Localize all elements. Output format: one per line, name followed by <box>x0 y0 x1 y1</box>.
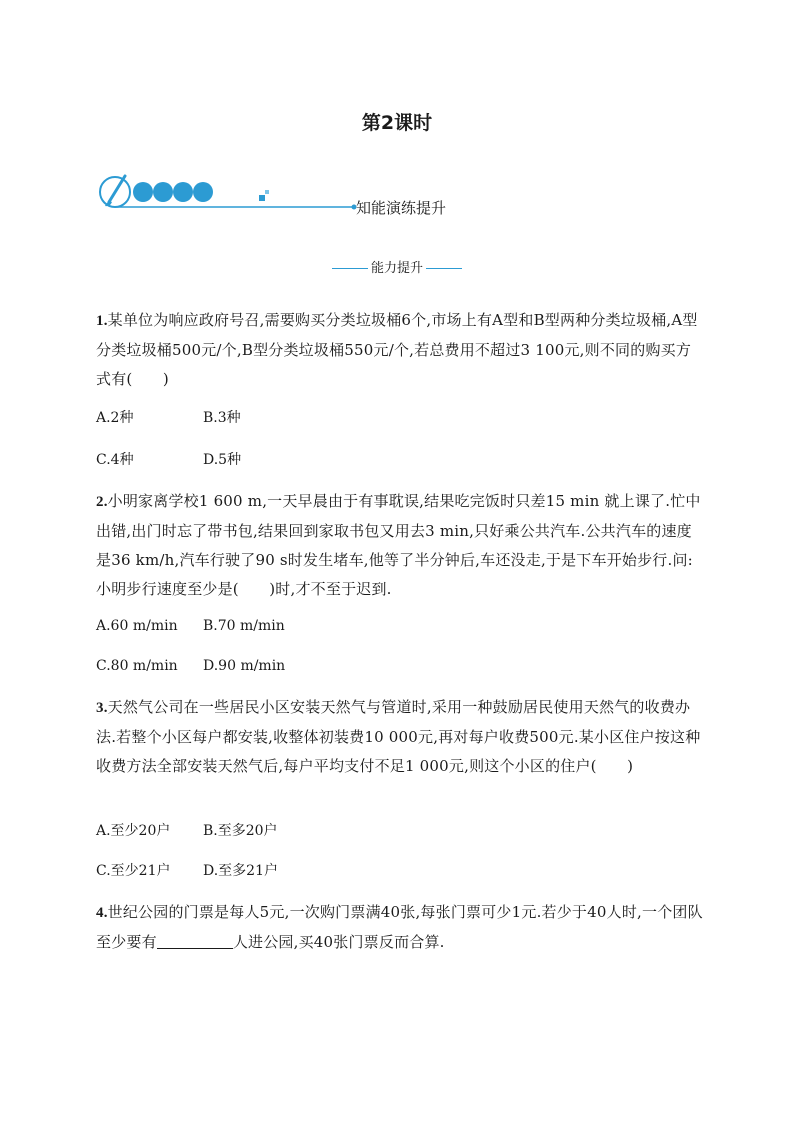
question-2: 2.小明家离学校1 600 m,一天早晨由于有事耽误,结果吃完饭时只差15 min 就上课了.忙中出错,出门时忘了带书包,结果回到家取书包又用去3 min,只好乘公共汽车.公共汽车的速度是36 km/h,汽车行驶了90 s时发生堵车,他等了半分钟后,车还没走,于是下车开始步行.问:小明步行速度至少是( )时,才不至于迟到. <box>96 492 701 598</box>
option: C.80 m/min <box>96 658 178 674</box>
decor-dot-icon <box>153 182 173 202</box>
banner-label: 知能演练提升 <box>356 199 447 217</box>
option: C.至少21户 <box>96 863 171 879</box>
option: D.5种 <box>203 452 242 468</box>
question-3-options-row-1 <box>96 821 278 841</box>
page-title: 第2课时 <box>361 112 433 134</box>
question-4: 4.世纪公园的门票是每人5元,一次购门票满40张,每张门票可少1元.若少于40人时,一个团队至少要有 人进公园,买40张门票反而合算. <box>96 903 703 951</box>
question-3: 3.天然气公司在一些居民小区安装天然气与管道时,采用一种鼓励居民使用天然气的收费办法.若整个小区每户都安装,收整体初装费10 000元,再对每户收费500元.某小区住户按这种收费方法全部安装天然气后,每户平均支付不足1 000元,则这个小区的住户( ) <box>96 698 701 775</box>
option: A.2种 <box>96 410 134 426</box>
decor-dot-icon <box>173 182 193 202</box>
option: A.至少20户 <box>96 823 171 839</box>
decor-dot-icon <box>193 182 213 202</box>
option: B.3种 <box>203 410 241 426</box>
option: D.90 m/min <box>203 658 286 674</box>
option: D.至多21户 <box>203 863 278 879</box>
section-heading <box>0 257 794 276</box>
square-icon <box>259 195 265 201</box>
answer-blank[interactable] <box>157 932 233 949</box>
question-1: 1.某单位为响应政府号召,需要购买分类垃圾桶6个,市场上有A型和B型两种分类垃圾桶,A型分类垃圾桶500元/个,B型分类垃圾桶550元/个,若总费用不超过3 100元,则不同的购买方式有( ) <box>96 311 698 388</box>
option: B.70 m/min <box>203 618 285 634</box>
question-1-options-row-2 <box>96 450 241 470</box>
question-1-options-row-1 <box>96 408 241 428</box>
option: A.60 m/min <box>96 618 178 634</box>
option: C.4种 <box>96 452 134 468</box>
question-2-options-row-2 <box>96 656 285 676</box>
option: B.至多20户 <box>203 823 278 839</box>
question-3-options-row-2 <box>96 861 278 881</box>
question-2-options-row-1 <box>96 616 285 636</box>
decor-dot-icon <box>133 182 153 202</box>
section-label: 能力提升 <box>370 261 423 276</box>
